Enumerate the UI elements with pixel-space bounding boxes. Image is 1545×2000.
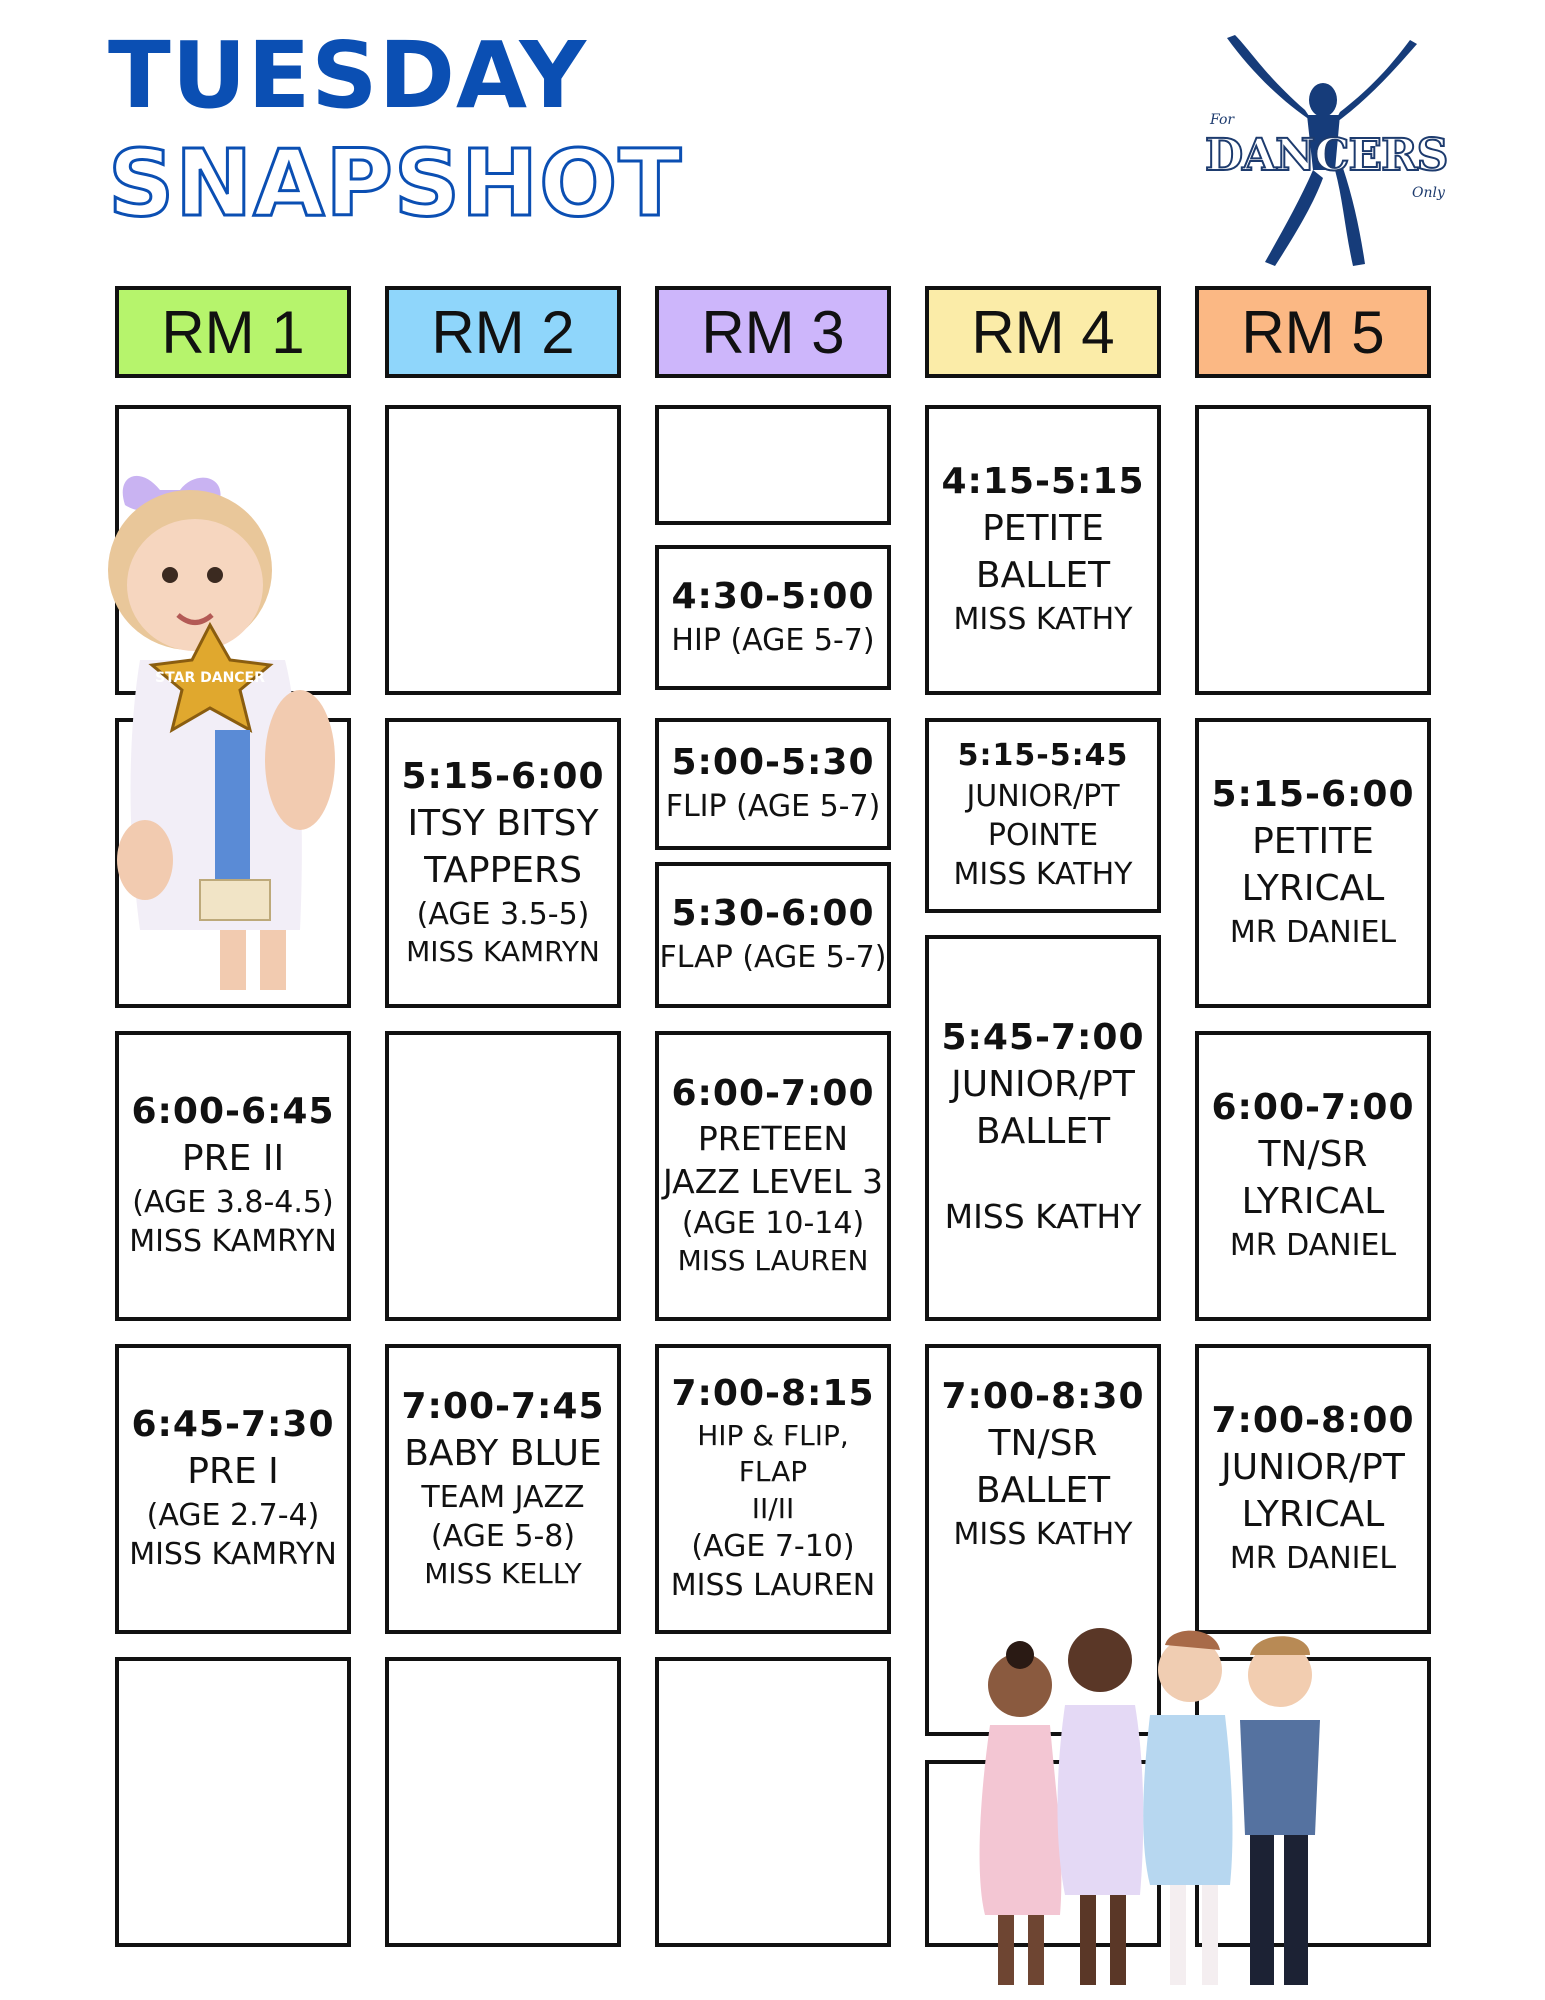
page-title-day: TUESDAY bbox=[108, 22, 587, 129]
class-instructor: MISS KAMRYN bbox=[406, 934, 600, 968]
class-card bbox=[655, 545, 891, 690]
class-card bbox=[655, 1031, 891, 1321]
room-header-1: RM 1 bbox=[115, 286, 351, 378]
class-slot-empty bbox=[1195, 405, 1431, 695]
class-card bbox=[655, 862, 891, 1008]
class-age: (AGE 3.5-5) bbox=[416, 896, 590, 932]
class-time: 7:00-8:30 bbox=[941, 1376, 1145, 1417]
class-card bbox=[1195, 718, 1431, 1008]
logo-main-text: DANCERS bbox=[1205, 130, 1448, 181]
class-name-line1: PRETEEN bbox=[697, 1118, 849, 1158]
class-time: 6:00-7:00 bbox=[671, 1072, 875, 1114]
class-name-line1: BABY BLUE bbox=[404, 1432, 602, 1474]
class-time: 5:15-5:45 bbox=[957, 737, 1129, 773]
class-instructor: MISS KATHY bbox=[953, 856, 1133, 892]
page-title-snapshot: SNAPSHOT bbox=[108, 130, 683, 237]
class-age: (AGE 2.7-4) bbox=[146, 1497, 320, 1533]
class-name-line1: PETITE bbox=[1252, 821, 1374, 863]
dancer-girl-trophy-photo bbox=[100, 460, 360, 1000]
class-name-line2: BALLET bbox=[975, 1469, 1111, 1511]
class-time: 5:45-7:00 bbox=[941, 1017, 1145, 1059]
class-instructor: MISS LAUREN bbox=[677, 1243, 869, 1277]
class-slot-empty bbox=[655, 405, 891, 525]
class-time: 5:30-6:00 bbox=[671, 893, 875, 934]
class-name-line2: BALLET bbox=[975, 1111, 1111, 1153]
class-time: 4:30-5:00 bbox=[671, 575, 875, 617]
class-name-line1: HIP & FLIP, FLAP bbox=[697, 1418, 849, 1489]
class-time: 4:15-5:15 bbox=[941, 461, 1145, 503]
class-time: 7:00-8:00 bbox=[1211, 1400, 1415, 1442]
class-time: 6:45-7:30 bbox=[131, 1404, 335, 1446]
class-instructor: MISS KATHY bbox=[953, 1516, 1133, 1552]
class-slot-empty bbox=[385, 1657, 621, 1947]
class-name-line1: TN/SR bbox=[988, 1423, 1098, 1464]
class-name-line1: JUNIOR/PT bbox=[1221, 1447, 1405, 1489]
class-name: PRE I bbox=[187, 1451, 279, 1493]
class-instructor: MR DANIEL bbox=[1229, 1540, 1397, 1576]
logo-only-text: Only bbox=[1412, 185, 1445, 201]
class-name-line1: JUNIOR/PT bbox=[966, 778, 1120, 814]
class-name: PRE II bbox=[181, 1138, 285, 1180]
kids-group-photo bbox=[970, 1615, 1340, 2000]
class-card bbox=[1195, 1031, 1431, 1321]
class-instructor: MR DANIEL bbox=[1229, 914, 1397, 950]
class-name-line2: LYRICAL bbox=[1241, 1494, 1385, 1535]
class-time: 6:00-6:45 bbox=[131, 1091, 335, 1133]
class-card bbox=[115, 1344, 351, 1634]
class-slot-empty bbox=[655, 1657, 891, 1947]
class-name-line2: TAPPERS bbox=[424, 849, 582, 891]
class-card bbox=[115, 1031, 351, 1321]
class-instructor: MISS KAMRYN bbox=[129, 1223, 337, 1259]
class-name: HIP (AGE 5-7) bbox=[671, 622, 875, 658]
room-header-2: RM 2 bbox=[385, 286, 621, 378]
class-card bbox=[1195, 1344, 1431, 1634]
class-name-line1: PETITE bbox=[982, 508, 1104, 550]
class-card bbox=[655, 1344, 891, 1634]
class-name-line2: LYRICAL bbox=[1241, 1181, 1385, 1222]
class-card bbox=[385, 718, 621, 1008]
class-name: FLIP (AGE 5-7) bbox=[665, 789, 881, 824]
class-name-line2: II/II bbox=[751, 1491, 795, 1525]
class-slot-empty bbox=[385, 405, 621, 695]
class-name-line1: TN/SR bbox=[1258, 1134, 1368, 1176]
class-card bbox=[385, 1344, 621, 1634]
room-header-5: RM 5 bbox=[1195, 286, 1431, 378]
class-name-line2: JAZZ LEVEL 3 bbox=[663, 1161, 883, 1201]
class-age: (AGE 10-14) bbox=[681, 1205, 865, 1241]
class-instructor: MISS KATHY bbox=[944, 1196, 1142, 1236]
class-instructor: MISS KATHY bbox=[953, 601, 1133, 637]
class-name-line2: TEAM JAZZ bbox=[421, 1479, 585, 1515]
class-name: FLAP (AGE 5-7) bbox=[659, 940, 887, 975]
class-instructor: MISS LAUREN bbox=[670, 1568, 876, 1604]
class-name-line1: JUNIOR/PT bbox=[951, 1064, 1135, 1106]
class-name-line2: POINTE bbox=[987, 817, 1099, 853]
class-slot-empty bbox=[385, 1031, 621, 1321]
class-age: (AGE 5-8) bbox=[430, 1518, 576, 1554]
class-age: (AGE 7-10) bbox=[691, 1529, 855, 1565]
room-header-3: RM 3 bbox=[655, 286, 891, 378]
class-instructor: MISS KAMRYN bbox=[129, 1536, 337, 1572]
class-age: (AGE 3.8-4.5) bbox=[132, 1184, 334, 1220]
class-time: 5:15-6:00 bbox=[401, 756, 605, 797]
class-name-line2: LYRICAL bbox=[1241, 868, 1385, 909]
room-header-4: RM 4 bbox=[925, 286, 1161, 378]
class-instructor: MISS KELLY bbox=[424, 1556, 582, 1590]
class-time: 5:15-6:00 bbox=[1211, 774, 1415, 816]
class-card bbox=[925, 718, 1161, 913]
class-name-line2: BALLET bbox=[975, 555, 1111, 596]
class-card bbox=[655, 718, 891, 850]
class-name-line1: ITSY BITSY bbox=[407, 803, 599, 844]
class-time: 6:00-7:00 bbox=[1211, 1087, 1415, 1129]
class-time: 7:00-8:15 bbox=[671, 1372, 875, 1414]
class-card bbox=[925, 405, 1161, 695]
class-card bbox=[925, 935, 1161, 1321]
class-instructor: MR DANIEL bbox=[1229, 1227, 1397, 1263]
class-time: 7:00-7:45 bbox=[401, 1385, 605, 1427]
class-slot-empty bbox=[115, 1657, 351, 1947]
logo-for-text: For bbox=[1210, 112, 1235, 128]
trophy-label: STAR DANCER bbox=[155, 670, 265, 686]
class-time: 5:00-5:30 bbox=[671, 742, 875, 783]
